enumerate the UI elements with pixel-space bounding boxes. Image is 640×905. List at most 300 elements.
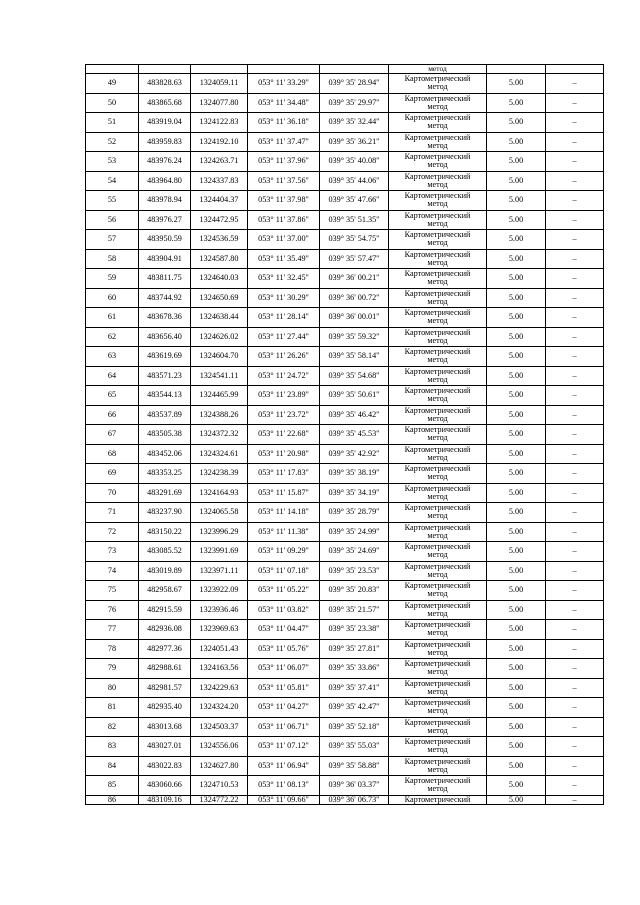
method-line-1: Картометрический xyxy=(404,737,471,747)
cell-number: 66 xyxy=(86,405,139,425)
cell-method xyxy=(389,600,487,620)
cell-description: – xyxy=(546,308,604,328)
cell-method xyxy=(389,659,487,679)
cell-number: 78 xyxy=(86,639,139,659)
method-line-1: Картометрический xyxy=(404,561,471,571)
cell-latitude: 053° 11' 09.66" xyxy=(248,795,320,804)
table-row xyxy=(86,347,604,367)
cell-latitude: 053° 11' 09.29" xyxy=(248,542,320,562)
coordinates-table xyxy=(85,64,604,805)
cell-y: 1324388.26 xyxy=(191,405,248,425)
cell-longitude: 039° 35' 57.47" xyxy=(320,249,389,269)
method-line-1: Картометрический xyxy=(404,464,471,474)
table-row xyxy=(86,288,604,308)
table-row xyxy=(86,152,604,172)
method-line-1: Картометрический xyxy=(404,639,471,649)
cell-accuracy: 5.00 xyxy=(487,581,546,601)
method-line-2: метод xyxy=(427,316,448,326)
method-line-1: Картометрический xyxy=(404,132,471,142)
method-line-2: метод xyxy=(427,335,448,345)
cell-longitude: 039° 35' 59.32" xyxy=(320,327,389,347)
cell-y: 1323936.46 xyxy=(191,600,248,620)
method-line-1: Картометрический xyxy=(404,210,471,220)
method-line-1: Картометрический xyxy=(404,405,471,415)
cell-accuracy: 5.00 xyxy=(487,659,546,679)
cell-x: 483919.04 xyxy=(139,113,191,133)
cell-accuracy: 5.00 xyxy=(487,756,546,776)
cell-number: 61 xyxy=(86,308,139,328)
cell-accuracy: 5.00 xyxy=(487,288,546,308)
cell-longitude: 039° 35' 23.38" xyxy=(320,620,389,640)
cell-latitude: 053° 11' 20.98" xyxy=(248,444,320,464)
cell-latitude: 053° 11' 36.18" xyxy=(248,113,320,133)
cell-method xyxy=(389,503,487,523)
cell-x: 483237.90 xyxy=(139,503,191,523)
cell-y: 1324372.32 xyxy=(191,425,248,445)
cell-latitude: 053° 11' 06.71" xyxy=(248,717,320,737)
cell-number: 83 xyxy=(86,737,139,757)
cell-x: 483109.16 xyxy=(139,795,191,804)
cell-accuracy: 5.00 xyxy=(487,132,546,152)
method-line-1: Картометрический xyxy=(404,113,471,123)
cell-longitude: 039° 35' 24.99" xyxy=(320,522,389,542)
cell-longitude: 039° 36' 00.72" xyxy=(320,288,389,308)
cell-number: 53 xyxy=(86,152,139,172)
cell-y: 1324324.61 xyxy=(191,444,248,464)
cell-longitude: 039° 35' 29.97" xyxy=(320,93,389,113)
cell-number: 50 xyxy=(86,93,139,113)
cell-y: 1324650.69 xyxy=(191,288,248,308)
cell-method xyxy=(389,405,487,425)
cell-y: 1324229.63 xyxy=(191,678,248,698)
cell-y: 1324164.93 xyxy=(191,483,248,503)
cell-description: – xyxy=(546,561,604,581)
cell-method xyxy=(389,717,487,737)
cell-x: 483811.75 xyxy=(139,269,191,289)
cell-method xyxy=(389,425,487,445)
method-line-1: Картометрический xyxy=(404,308,471,318)
cell-longitude: 039° 35' 24.69" xyxy=(320,542,389,562)
cell-method xyxy=(389,639,487,659)
table-row xyxy=(86,639,604,659)
cell-accuracy: 5.00 xyxy=(487,308,546,328)
cell-number: 69 xyxy=(86,464,139,484)
cell-x: 483291.69 xyxy=(139,483,191,503)
cell-method xyxy=(389,737,487,757)
cell-description: – xyxy=(546,717,604,737)
table-row xyxy=(86,444,604,464)
cell-x: 483013.68 xyxy=(139,717,191,737)
cell-accuracy: 5.00 xyxy=(487,542,546,562)
cell-x: 483544.13 xyxy=(139,386,191,406)
cell-latitude: 053° 11' 26.26" xyxy=(248,347,320,367)
cell-number: 79 xyxy=(86,659,139,679)
cell-longitude: 039° 35' 55.03" xyxy=(320,737,389,757)
cell-latitude: 053° 11' 17.83" xyxy=(248,464,320,484)
cell-accuracy: 5.00 xyxy=(487,444,546,464)
cell-y: 1324472.95 xyxy=(191,210,248,230)
method-line-1: Картометрический xyxy=(404,93,471,103)
table-row xyxy=(86,464,604,484)
cell-number: 82 xyxy=(86,717,139,737)
method-line-1: Картометрический xyxy=(404,444,471,454)
method-line-2: метод xyxy=(427,394,448,404)
method-line-1: Картометрический xyxy=(404,366,471,376)
cell-longitude: 039° 35' 37.41" xyxy=(320,678,389,698)
cell-y: 1324263.71 xyxy=(191,152,248,172)
cell-method xyxy=(389,308,487,328)
method-line-1: Картометрический xyxy=(404,249,471,259)
table-row xyxy=(86,269,604,289)
cell-x: 482958.67 xyxy=(139,581,191,601)
cell-latitude: 053° 11' 05.22" xyxy=(248,581,320,601)
cell-method xyxy=(389,249,487,269)
cell-latitude: 053° 11' 23.89" xyxy=(248,386,320,406)
method-line-2: метод xyxy=(427,530,448,540)
cell-latitude: 053° 11' 33.29" xyxy=(248,74,320,94)
cell-x: 483959.83 xyxy=(139,132,191,152)
cell-longitude: 039° 35' 51.35" xyxy=(320,210,389,230)
method-line-1: Картометрический xyxy=(404,503,471,513)
cell-method xyxy=(389,152,487,172)
cell-longitude: 039° 35' 54.68" xyxy=(320,366,389,386)
cell-number: 58 xyxy=(86,249,139,269)
cell-description: – xyxy=(546,347,604,367)
table-row xyxy=(86,132,604,152)
cell-description: – xyxy=(546,678,604,698)
cell-method xyxy=(389,366,487,386)
cell-latitude: 053° 11' 04.27" xyxy=(248,698,320,718)
cell-y: 1324192.10 xyxy=(191,132,248,152)
cell-x: 483964.80 xyxy=(139,171,191,191)
cell-x: 483085.52 xyxy=(139,542,191,562)
cell-longitude: 039° 35' 47.66" xyxy=(320,191,389,211)
method-line-1: Картометрический xyxy=(404,386,471,396)
cell-number: 85 xyxy=(86,776,139,796)
cell-x: 482981.57 xyxy=(139,678,191,698)
cell-description: – xyxy=(546,620,604,640)
cell-latitude: 053° 11' 07.18" xyxy=(248,561,320,581)
table-row xyxy=(86,210,604,230)
cell-y: 1324772.22 xyxy=(191,795,248,804)
cell-number: 81 xyxy=(86,698,139,718)
cell-longitude: 039° 35' 21.57" xyxy=(320,600,389,620)
method-line-2: метод xyxy=(427,784,448,794)
cell-number xyxy=(86,65,139,74)
cell-method xyxy=(389,678,487,698)
cell-longitude: 039° 36' 06.73" xyxy=(320,795,389,804)
cell-x: 483150.22 xyxy=(139,522,191,542)
method-line-1: Картометрический xyxy=(404,542,471,552)
table-row xyxy=(86,249,604,269)
method-line-2: метод xyxy=(427,179,448,189)
cell-number: 84 xyxy=(86,756,139,776)
method-line-2: метод xyxy=(427,277,448,287)
table-row xyxy=(86,113,604,133)
cell-y xyxy=(191,65,248,74)
cell-y: 1324587.80 xyxy=(191,249,248,269)
cell-description: – xyxy=(546,756,604,776)
cell-latitude: 053° 11' 34.48" xyxy=(248,93,320,113)
cell-longitude: 039° 36' 03.37" xyxy=(320,776,389,796)
cell-longitude: 039° 35' 34.19" xyxy=(320,483,389,503)
cell-accuracy: 5.00 xyxy=(487,210,546,230)
method-line-2: метод xyxy=(427,121,448,131)
cell-method xyxy=(389,269,487,289)
method-line-1: Картометрический xyxy=(404,795,471,804)
table-row xyxy=(86,795,604,804)
cell-x: 483744.92 xyxy=(139,288,191,308)
cell-accuracy xyxy=(487,65,546,74)
cell-x: 483022.83 xyxy=(139,756,191,776)
cell-latitude: 053° 11' 37.47" xyxy=(248,132,320,152)
cell-description: – xyxy=(546,698,604,718)
cell-description: – xyxy=(546,600,604,620)
cell-latitude: 053° 11' 07.12" xyxy=(248,737,320,757)
cell-accuracy: 5.00 xyxy=(487,347,546,367)
method-line-2: метод xyxy=(427,82,448,92)
cell-number: 52 xyxy=(86,132,139,152)
method-line-2: метод xyxy=(427,647,448,657)
table-row xyxy=(86,717,604,737)
table-row xyxy=(86,600,604,620)
cell-accuracy: 5.00 xyxy=(487,249,546,269)
cell-accuracy: 5.00 xyxy=(487,74,546,94)
cell-latitude: 053° 11' 37.86" xyxy=(248,210,320,230)
cell-number: 49 xyxy=(86,74,139,94)
cell-accuracy: 5.00 xyxy=(487,171,546,191)
cell-latitude: 053° 11' 32.45" xyxy=(248,269,320,289)
table-row xyxy=(86,659,604,679)
method-line-2: метод xyxy=(427,238,448,248)
cell-accuracy: 5.00 xyxy=(487,93,546,113)
cell-description: – xyxy=(546,327,604,347)
cell-x: 483950.59 xyxy=(139,230,191,250)
cell-y: 1324627.80 xyxy=(191,756,248,776)
cell-latitude: 053° 11' 37.96" xyxy=(248,152,320,172)
cell-accuracy: 5.00 xyxy=(487,737,546,757)
cell-y: 1324465.99 xyxy=(191,386,248,406)
table-row xyxy=(86,522,604,542)
method-line-2: метод xyxy=(427,160,448,170)
method-line-2: метод xyxy=(427,550,448,560)
table-row xyxy=(86,405,604,425)
cell-longitude: 039° 35' 33.86" xyxy=(320,659,389,679)
cell-longitude: 039° 35' 32.44" xyxy=(320,113,389,133)
cell-description: – xyxy=(546,795,604,804)
cell-x: 483537.89 xyxy=(139,405,191,425)
method-line-2: метод xyxy=(427,667,448,677)
cell-description: – xyxy=(546,210,604,230)
cell-description: – xyxy=(546,191,604,211)
cell-method xyxy=(389,191,487,211)
cell-longitude: 039° 35' 58.88" xyxy=(320,756,389,776)
cell-method xyxy=(389,288,487,308)
cell-number: 55 xyxy=(86,191,139,211)
cell-latitude: 053° 11' 22.68" xyxy=(248,425,320,445)
method-line-1: Картометрический xyxy=(404,776,471,786)
cell-number: 56 xyxy=(86,210,139,230)
cell-number: 76 xyxy=(86,600,139,620)
cell-accuracy: 5.00 xyxy=(487,483,546,503)
cell-method xyxy=(389,542,487,562)
cell-number: 71 xyxy=(86,503,139,523)
cell-x: 483904.91 xyxy=(139,249,191,269)
method-line-1: Картометрический xyxy=(404,327,471,337)
method-line-2: метод xyxy=(427,413,448,423)
cell-accuracy: 5.00 xyxy=(487,425,546,445)
method-line-2: метод xyxy=(427,374,448,384)
method-line-2: метод xyxy=(427,491,448,501)
cell-latitude: 053° 11' 37.56" xyxy=(248,171,320,191)
cell-method xyxy=(389,795,487,804)
cell-accuracy: 5.00 xyxy=(487,600,546,620)
cell-longitude: 039° 35' 52.18" xyxy=(320,717,389,737)
cell-latitude: 053° 11' 05.81" xyxy=(248,678,320,698)
cell-description: – xyxy=(546,93,604,113)
cell-y: 1324604.70 xyxy=(191,347,248,367)
cell-method xyxy=(389,756,487,776)
cell-accuracy: 5.00 xyxy=(487,230,546,250)
cell-x: 483060.66 xyxy=(139,776,191,796)
cell-latitude: 053° 11' 05.76" xyxy=(248,639,320,659)
cell-x xyxy=(139,65,191,74)
cell-description: – xyxy=(546,483,604,503)
cell-number: 73 xyxy=(86,542,139,562)
cell-longitude: 039° 35' 42.92" xyxy=(320,444,389,464)
cell-latitude: 053° 11' 28.14" xyxy=(248,308,320,328)
cell-description: – xyxy=(546,639,604,659)
cell-description: – xyxy=(546,659,604,679)
method-line-2: метод xyxy=(427,355,448,365)
cell-y: 1324541.11 xyxy=(191,366,248,386)
table-body xyxy=(86,65,604,805)
method-line-1: Картометрический xyxy=(404,698,471,708)
cell-number: 74 xyxy=(86,561,139,581)
method-line-1: Картометрический xyxy=(404,171,471,181)
method-line-2: метод xyxy=(427,608,448,618)
cell-x: 483976.27 xyxy=(139,210,191,230)
cell-accuracy: 5.00 xyxy=(487,776,546,796)
table-row xyxy=(86,756,604,776)
cell-number: 70 xyxy=(86,483,139,503)
cell-y: 1324638.44 xyxy=(191,308,248,328)
cell-longitude: 039° 35' 44.06" xyxy=(320,171,389,191)
cell-y: 1324404.37 xyxy=(191,191,248,211)
cell-latitude: 053° 11' 14.18" xyxy=(248,503,320,523)
table-row xyxy=(86,737,604,757)
cell-longitude: 039° 35' 28.94" xyxy=(320,74,389,94)
cell-method xyxy=(389,386,487,406)
cell-accuracy: 5.00 xyxy=(487,503,546,523)
cell-description: – xyxy=(546,132,604,152)
cell-description: – xyxy=(546,405,604,425)
method-line-1: Картометрический xyxy=(404,288,471,298)
cell-description: – xyxy=(546,737,604,757)
method-line-2: метод xyxy=(427,569,448,579)
cell-method: метод xyxy=(389,65,487,74)
table-row-partial-top xyxy=(86,65,604,74)
table-row xyxy=(86,191,604,211)
cell-y: 1324626.02 xyxy=(191,327,248,347)
cell-accuracy: 5.00 xyxy=(487,639,546,659)
method-line-2: метод xyxy=(427,589,448,599)
cell-x: 482936.08 xyxy=(139,620,191,640)
cell-method xyxy=(389,93,487,113)
method-line-1: Картометрический xyxy=(404,620,471,630)
method-line-1: Картометрический xyxy=(404,347,471,357)
cell-description: – xyxy=(546,776,604,796)
cell-latitude xyxy=(248,65,320,74)
method-line-2: метод xyxy=(427,296,448,306)
cell-longitude: 039° 35' 46.42" xyxy=(320,405,389,425)
cell-longitude: 039° 35' 20.83" xyxy=(320,581,389,601)
cell-x: 483865.68 xyxy=(139,93,191,113)
cell-latitude: 053° 11' 27.44" xyxy=(248,327,320,347)
cell-longitude: 039° 36' 00.01" xyxy=(320,308,389,328)
cell-number: 65 xyxy=(86,386,139,406)
cell-latitude: 053° 11' 30.29" xyxy=(248,288,320,308)
method-line-2: метод xyxy=(427,218,448,228)
method-line-1: Картометрический xyxy=(404,483,471,493)
cell-accuracy: 5.00 xyxy=(487,464,546,484)
cell-y: 1323996.29 xyxy=(191,522,248,542)
cell-y: 1324077.80 xyxy=(191,93,248,113)
cell-number: 62 xyxy=(86,327,139,347)
cell-y: 1324503.37 xyxy=(191,717,248,737)
cell-accuracy: 5.00 xyxy=(487,366,546,386)
cell-description: – xyxy=(546,230,604,250)
cell-latitude: 053° 11' 04.47" xyxy=(248,620,320,640)
method-line-2: метод xyxy=(427,511,448,521)
cell-latitude: 053° 11' 11.38" xyxy=(248,522,320,542)
table-row xyxy=(86,386,604,406)
cell-description: – xyxy=(546,152,604,172)
cell-latitude: 053° 11' 24.72" xyxy=(248,366,320,386)
cell-y: 1324337.83 xyxy=(191,171,248,191)
cell-longitude: 039° 35' 40.08" xyxy=(320,152,389,172)
cell-number: 67 xyxy=(86,425,139,445)
cell-number: 86 xyxy=(86,795,139,804)
cell-description: – xyxy=(546,542,604,562)
cell-y: 1324710.53 xyxy=(191,776,248,796)
cell-x: 483678.36 xyxy=(139,308,191,328)
table-row xyxy=(86,620,604,640)
cell-y: 1324051.43 xyxy=(191,639,248,659)
cell-x: 483353.25 xyxy=(139,464,191,484)
table-row xyxy=(86,93,604,113)
cell-latitude: 053° 11' 35.49" xyxy=(248,249,320,269)
cell-accuracy: 5.00 xyxy=(487,717,546,737)
cell-method xyxy=(389,444,487,464)
cell-longitude xyxy=(320,65,389,74)
cell-number: 72 xyxy=(86,522,139,542)
method-line-2: метод xyxy=(427,472,448,482)
method-line-2: метод xyxy=(427,628,448,638)
cell-accuracy: 5.00 xyxy=(487,698,546,718)
cell-latitude: 053° 11' 23.72" xyxy=(248,405,320,425)
cell-description: – xyxy=(546,288,604,308)
cell-accuracy: 5.00 xyxy=(487,386,546,406)
table-row xyxy=(86,698,604,718)
cell-method xyxy=(389,620,487,640)
cell-description: – xyxy=(546,425,604,445)
cell-method xyxy=(389,210,487,230)
table-row xyxy=(86,230,604,250)
table-row xyxy=(86,483,604,503)
cell-accuracy: 5.00 xyxy=(487,113,546,133)
cell-number: 54 xyxy=(86,171,139,191)
